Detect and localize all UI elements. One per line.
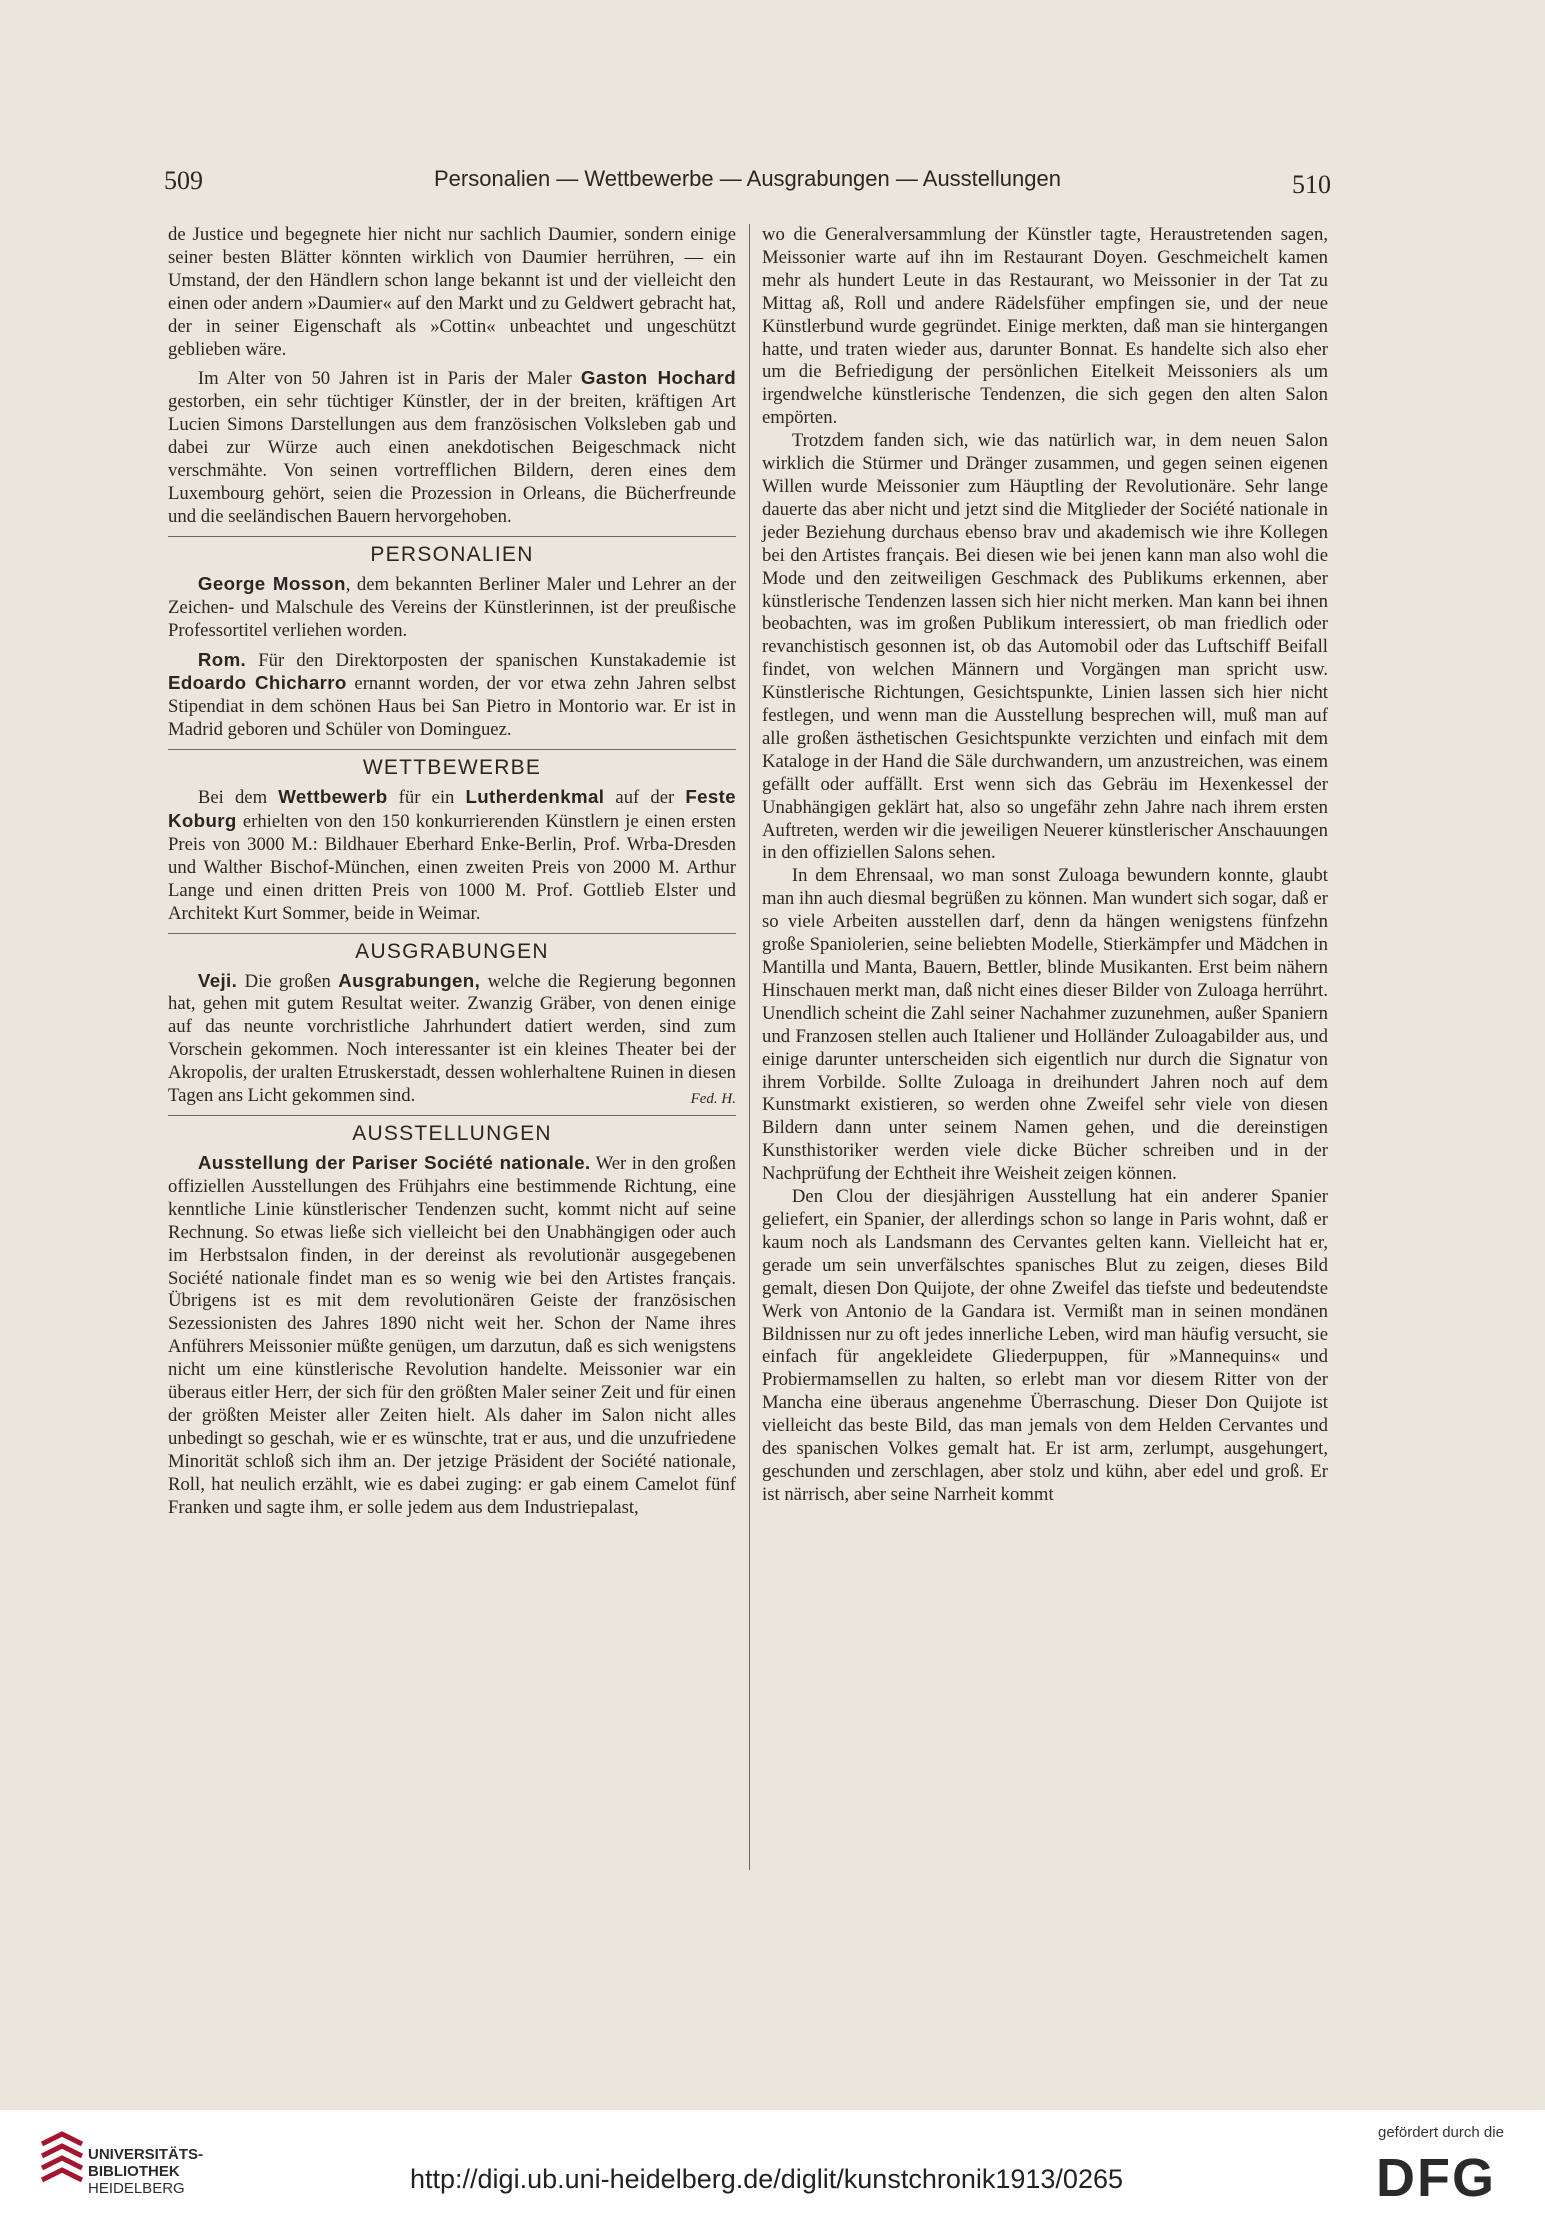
author-signature: Fed. H. (690, 1091, 736, 1108)
paragraph-mosson: George Mosson, dem bekannten Berliner Maler und Lehrer an der Zeichen- und Malschule des Vereins der Künstlerinnen, ist der preußische Professortitel verliehen worden. (168, 572, 737, 641)
paragraph-daumier: de Justice und begegnete hier nicht nur sachlich Daumier, sondern einige seiner besten Blätter könnten wirklich von Daumier herrühren, — ein Umstand, der den Händlern schon lange bekannt ist und der vielleicht den einen oder andern »Daumier« auf den Markt und zu Geldwert gebracht hat, der in seiner Eigenschaft als »Cottin« unbeachtet und ungeschützt geblieben wäre. (168, 224, 736, 360)
paragraph-veji: Veji. Die großen Ausgrabungen, welche die Regierung begonnen hat, gehen mit gutem Resultat weiter. Zwanzig Gräber, von denen einige auf das neunte vorchristliche Jahrhundert datiert werden, sind zum Vorschein gekommen. Noch interessanter ist ein kleines Theater bei der Akropolis, der uralten Etruskerstadt, dessen wohlerhaltene Ruinen in diesen Tagen ans Licht gekommen sind. Fed. H. (168, 970, 736, 1108)
paragraph-trotzdem: Trotzdem fanden sich, wie das natürlich war, in dem neuen Salon wirklich die Stürmer und Dränger zusammen, und gegen seinen eigenen Willen wurde Meissonier zum Häuptling der Revolutionäre. Sehr lange dauerte das aber nicht und jetzt sind die Mitglieder der Société nationale in jeder Beziehung durchaus ebenso brav und akademisch wie ihre Kollegen bei den Artistes français. Bei diesen wie bei jenen kann man also wohl die Mode und den zeitweiligen Geschmack des Publikums erkennen, aber künstlerische Tendenzen lassen sich hier nicht merken. Man kann bei ihnen beobachten, was im großen Publikum interessiert, ob man friedlich oder revanchistisch gesonnen ist, ob das Automobil oder das Luftschiff Beifall findet, von welchen Männern und Vorgängen man spricht usw. Künstlerische Richtungen, Gesichtspunkte, Linien lassen sich hier nicht festlegen, und wenn man die Ausstellung besprechen will, muß man auf alle großen ästhetischen Gesichtspunkte verzichten und einfach mit dem Kataloge in der Hand die Säle durchwandern, um anzustreichen, was einem gefällt oder auffällt. Erst wenn sich das Gebräu im Hexenkessel der Unabhängigen geklärt hat, also so ungefähr zehn Jahre nach ihrem ersten Auftreten, werden wir die jeweiligen Neuerer künstlerischer Anschauungen in den offiziellen Salons sehen. (762, 430, 1328, 864)
dfg-logo-icon: DFG (1376, 2148, 1496, 2208)
section-heading-ausgrabungen: AUSGRABUNGEN (168, 933, 736, 964)
running-title: Personalien — Wettbewerbe — Ausgrabungen — Ausstellungen (434, 166, 1061, 191)
page-header (160, 166, 1335, 206)
university-library-logo-icon (38, 2130, 86, 2192)
place-rom: Rom. (197, 648, 247, 670)
paragraph-generalversammlung: wo die Generalversammlung der Künstler tagte, Heraustretenden sagen, Meissonier warte auf ihn im Restaurant Doyen. Geschmeichelt kamen mehr als hundert Leute in das Restaurant, wo Meissonier in der Tat zu Mittag aß, Roll und andere Rädelsfüher empfingen sie, und der neue Künstlerbund wurde gegründet. Einige merkten, daß man sie hintergangen hatte, und traten wieder aus, darunter Bonnat. Es handelte sich also eher um die Befriedigung der persönlichen Eitelkeit Meissoniers als um irgendwelche künstlerische Tendenzen, die sich gegen den alten Salon empörten. (762, 224, 1328, 429)
paragraph-hochard: Im Alter von 50 Jahren ist in Paris der Maler Gaston Hochard gestorben, ein sehr tüchtiger Künstler, der in der breiten, kräftigen Art Lucien Simons Darstellungen aus dem französischen Volksleben gab und dabei zur Würze auch einen anekdotischen Beigeschmack nicht verschmähte. Von seinen vortrefflichen Bildern, deren eines dem Luxembourg gehört, seien die Prozession in Orleans, die Bücherfreunde und die seeländischen Bauern hervorgehoben. (168, 367, 736, 527)
column-divider (749, 224, 750, 1870)
permalink-url[interactable]: http://digi.ub.uni-heidelberg.de/diglit/kunstchronik1913/0265 (410, 2164, 1123, 2194)
right-column (762, 224, 1328, 1507)
university-library-name: UNIVERSITÄTS- BIBLIOTHEK HEIDELBERG (88, 2146, 204, 2197)
place-veji: Veji. (197, 969, 238, 991)
section-heading-wettbewerbe: WETTBEWERBE (168, 749, 736, 780)
paragraph-societe-nationale: Ausstellung der Pariser Société nationale. Wer in den großen offiziellen Ausstellungen des Frühjahrs eine bestimmende Richtung, eine kenntliche Linie künstlerischer Tendenzen sucht, kommt nicht auf seine Rechnung. So etwas ließe sich vielleicht bei den Unabhängigen oder auch im Herbstsalon finden, in der dereinst als revolutionär ausgegebenen Société nationale findet man es so wenig wie bei den Artistes français. Übrigens ist es mit dem revolutionären Geiste der französischen Sezessionisten des Jahres 1890 nicht weit her. Schon der Name ihres Anführers Meissonier müßte genügen, um darzutun, daß es sich wenigstens nicht um eine künstlerische Revolution handelte. Meissonier war ein überaus eitler Herr, der sich für den größten Maler seiner Zeit und für einen der größten Meister aller Zeiten hielt. Als daher im Salon nicht alles unbedingt so geschah, wie er es wünschte, trat er aus, und die unzufriedene Minorität schloß sich ihm an. Der jetzige Präsident der Société nationale, Roll, hat neulich erzählt, wie es dabei zuging: er gab einem Camelot fünf Franken und sagte ihm, er solle jedem aus dem Industriepalast, (168, 1152, 736, 1518)
section-heading-ausstellungen: AUSSTELLUNGEN (168, 1115, 736, 1146)
name-edoardo-chicharro: Edoardo Chicharro (168, 672, 347, 694)
paragraph-lutherdenkmal: Bei dem Wettbewerb für ein Lutherdenkmal auf der Feste Koburg erhielten von den 150 konkurrierenden Künstlern je einen ersten Preis von 3000 M.: Bildhauer Eberhard Enke-Berlin, Prof. Wrba-Dresden und Walther Bischof-München, einen zweiten Preis von 2000 M. Arthur Lange und einen dritten Preis von 1000 M. Prof. Gottlieb Elster und Architekt Kurt Sommer, beide in Weimar. (168, 786, 736, 924)
section-heading-personalien: PERSONALIEN (168, 536, 736, 567)
left-column (168, 224, 736, 1520)
page-number-right: 510 (1292, 170, 1331, 199)
paragraph-rom: Rom. Für den Direktorposten der spanischen Kunstakademie ist Edoardo Chicharro ernannt worden, der vor etwa zehn Jahren selbst Stipendiat in dem schönen Haus bei San Pietro in Montorio war. Er ist in Madrid geboren und Schüler von Dominguez. (168, 648, 736, 741)
sponsor-label: gefördert durch die (1378, 2124, 1504, 2141)
name-george-mosson: George Mosson (197, 572, 346, 594)
paragraph-don-quijote: Den Clou der diesjährigen Ausstellung hat ein anderer Spanier geliefert, ein Spanier, der allerdings schon so lange in Paris wohnt, daß er kaum noch als Landsmann des Cervantes gelten kann. Vielleicht hat er, gerade um sein unverfälschtes spanisches Blut zu zeigen, dieses Bild gemalt, diesen Don Quijote, der ohne Zweifel das tiefste und bedeutendste Werk von Antonio de la Gandara ist. Vermißt man in seinen mondänen Bildnissen nur zu oft jedes innerliche Leben, wird man häufig versucht, sie einfach für angekleidete Gliederpuppen, für »Mannequins« und Probiermamsellen zu halten, so erlebt man vor diesem Ritter von der Mancha eine überaus angenehme Überraschung. Dieser Don Quijote ist vielleicht das beste Bild, das man jemals von dem Helden Cervantes und des spanischen Volkes gemalt hat. Er ist arm, zerlumpt, ausgehungert, geschunden und zerschlagen, aber stolz und kühn, aber edel und groß. Er ist närrisch, aber seine Narrheit kommt (762, 1186, 1328, 1505)
page-number-left: 509 (164, 166, 203, 195)
name-gaston-hochard: Gaston Hochard (580, 367, 736, 389)
paragraph-ehrensaal: In dem Ehrensaal, wo man sonst Zuloaga bewundern konnte, glaubt man ihn auch diesmal begrüßen zu können. Man wundert sich sogar, daß er so viele Arbeiten ausstellen darf, denn da hängen wenigstens fünfzehn große Spaniolerien, seine beliebten Modelle, Stierkämpfer und Mädchen in Mantilla und Manta, Bauern, Bettler, blinde Musikanten. Erst beim nähern Hinschauen merkt man, daß nicht eines dieser Bilder von Zuloaga herrührt. Unendlich scheint die Zahl seiner Nachahmer zuzunehmen, außer Spaniern und Franzosen stellen auch Italiener und Holländer Zuloagabilder aus, und einige darunter unterscheiden sich eigentlich nur durch die Signatur von ihrem Vorbilde. Sollte Zuloaga in dreihundert Jahren noch auf dem Kunstmarkt existieren, so werden ohne Zweifel sehr viele von diesen Bildern dann unter seinem Namen gehen, und die dereinstigen Kunsthistoriker werden viele dicke Bücher schreiben und in der Nachprüfung der Echtheit ihre Weisheit zeigen können. (762, 865, 1328, 1185)
